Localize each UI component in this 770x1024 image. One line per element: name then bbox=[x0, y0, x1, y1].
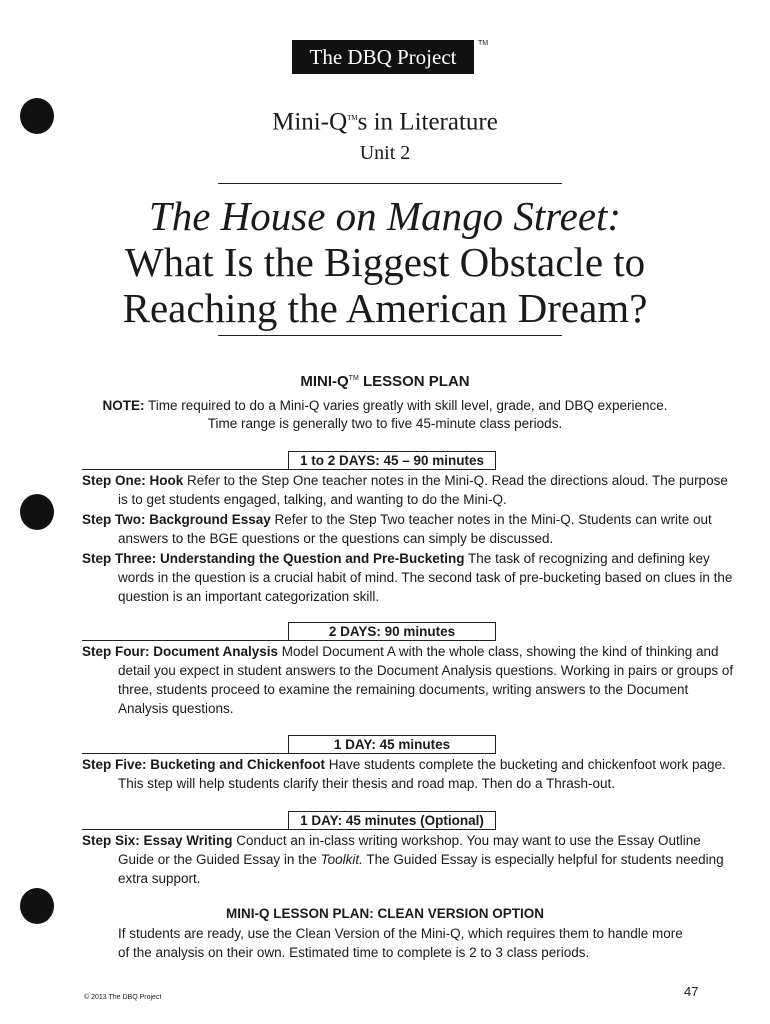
step-label: Step Five: Bucketing and Chickenfoot bbox=[82, 757, 326, 772]
binder-hole-middle bbox=[20, 494, 54, 530]
title-rule-bottom bbox=[218, 335, 562, 336]
note-line-2: Time range is generally two to five 45-minute class periods. bbox=[207, 416, 563, 431]
title-rule-top bbox=[218, 183, 562, 184]
series-tm: TM bbox=[347, 114, 358, 122]
book-title: The House on Mango Street: bbox=[148, 193, 622, 239]
series-title bbox=[0, 103, 770, 137]
step-label: Step Two: Background Essay bbox=[82, 512, 271, 527]
time-block-label: 1 DAY: 45 minutes bbox=[288, 735, 496, 754]
time-block-rule bbox=[82, 469, 290, 470]
series-suffix: s in Literature bbox=[357, 108, 498, 136]
step-text: Refer to the Step Two teacher notes in the Mini-Q. Students can write out answers to the BGE questions or the questions can simply be discussed. bbox=[118, 512, 712, 546]
step-text: Model Document A with the whole class, showing the kind of thinking and detail you expect in student answers to the Document Analysis questions. Working in pairs or groups of three, students proceed to examine the remaining documents, writing answers to the Document Analysis questions. bbox=[118, 644, 734, 716]
question-line-1: What Is the Biggest Obstacle to bbox=[124, 239, 646, 285]
step-label: Step Six: Essay Writing bbox=[82, 833, 233, 848]
note-line-1 bbox=[0, 397, 770, 415]
logo-trademark: TM bbox=[478, 40, 489, 47]
note-text: Time required to do a Mini-Q varies greatly with skill level, grade, and DBQ experience. bbox=[144, 398, 668, 413]
step-one bbox=[82, 471, 738, 509]
note-label: NOTE: bbox=[102, 398, 145, 413]
step-label: Step Three: Understanding the Question and Pre-Bucketing bbox=[82, 551, 465, 566]
clean-version-text: If students are ready, use the Clean Version of the Mini-Q, which requires them to handle more of the analysis on their own. Estimated time to complete is 2 to 3 class periods. bbox=[118, 926, 683, 960]
unit-label: Unit 2 bbox=[359, 142, 411, 164]
heading-tm: TM bbox=[348, 375, 359, 382]
question-line-2: Reaching the American Dream? bbox=[122, 285, 648, 331]
step-two bbox=[82, 510, 738, 548]
time-block-rule bbox=[82, 640, 290, 641]
step-text: Conduct an in-class writing workshop. You may want to use the Essay Outline Guide or the Guided Essay in the bbox=[118, 833, 701, 867]
time-block-rule bbox=[82, 753, 290, 754]
step-four bbox=[82, 642, 738, 718]
step-text: The task of recognizing and defining key words in the question is a crucial habit of mind. The second task of pre-bucketing based on clues in the question is an important categorization skill. bbox=[118, 551, 733, 604]
step-text: Refer to the Step One teacher notes in the Mini-Q. Read the directions aloud. The purpose is to get students engaged, talking, and wanting to do the Mini-Q. bbox=[118, 473, 728, 507]
step-text: Have students complete the bucketing and chickenfoot work page. This step will help students clarify their thesis and road map. Then do a Thrash-out. bbox=[118, 757, 726, 791]
series-prefix: Mini-Q bbox=[272, 108, 348, 136]
step-five bbox=[82, 755, 738, 793]
time-block-rule bbox=[82, 829, 290, 830]
lesson-plan-heading bbox=[0, 369, 770, 392]
clean-version-heading: MINI-Q LESSON PLAN: CLEAN VERSION OPTION bbox=[225, 906, 544, 921]
step-label: Step One: Hook bbox=[82, 473, 184, 488]
step-six bbox=[82, 831, 738, 888]
copyright: © 2013 The DBQ Project bbox=[84, 994, 162, 1001]
toolkit-title: Toolkit. bbox=[320, 852, 363, 867]
step-text-end: The Guided Essay is especially helpful for students needing extra support. bbox=[118, 852, 724, 886]
page-number: 47 bbox=[684, 984, 699, 999]
time-block-label: 2 DAYS: 90 minutes bbox=[288, 622, 496, 641]
step-label: Step Four: Document Analysis bbox=[82, 644, 279, 659]
heading-prefix: MINI-Q bbox=[300, 373, 349, 390]
time-block-label: 1 DAY: 45 minutes (Optional) bbox=[288, 811, 496, 830]
step-three bbox=[82, 549, 738, 606]
dbq-project-logo: The DBQ Project bbox=[292, 40, 474, 74]
time-block-label: 1 to 2 DAYS: 45 – 90 minutes bbox=[288, 451, 496, 470]
heading-suffix: LESSON PLAN bbox=[358, 373, 470, 390]
